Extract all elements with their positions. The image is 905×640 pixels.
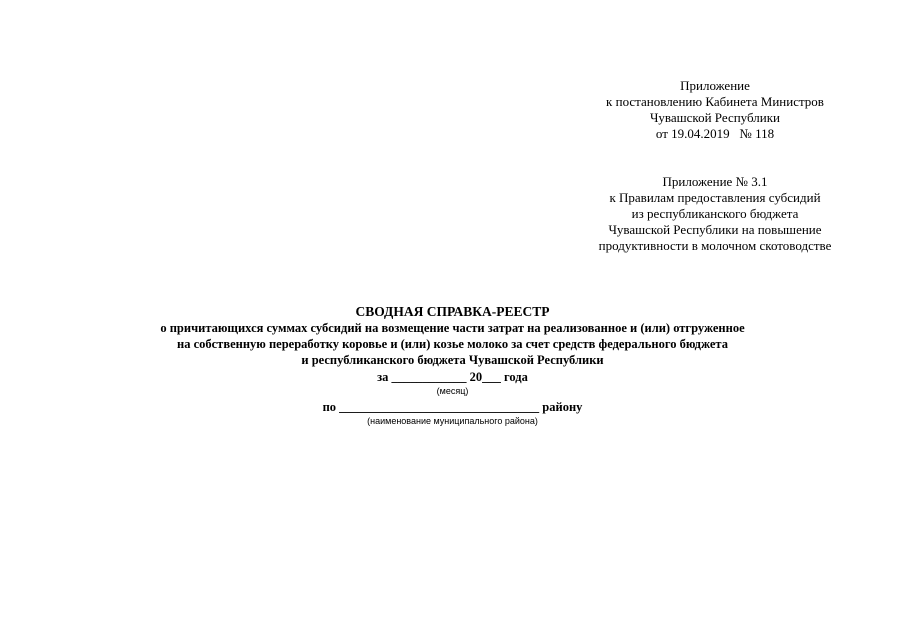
- rules-budget: из республиканского бюджета: [631, 206, 799, 221]
- appendix-reference: к постановлению Кабинета Министров: [606, 94, 824, 109]
- appendix-label: Приложение: [680, 78, 750, 93]
- document-subtitle-line-2: на собственную переработку коровье и (или) козье молоко за счет средств федерального бюджета: [177, 337, 728, 351]
- rules-reference: к Правилам предоставления субсидий: [609, 190, 821, 205]
- document-subtitle-line-3: и республиканского бюджета Чувашской Республики: [301, 353, 604, 367]
- rules-republic: Чувашской Республики на повышение: [608, 222, 822, 237]
- appendix-header: [595, 78, 835, 142]
- rules-purpose: продуктивности в молочном скотоводстве: [598, 238, 832, 253]
- appendix-date-number: от 19.04.2019 № 118: [655, 126, 775, 141]
- rules-appendix-header: [575, 174, 855, 254]
- document-title: СВОДНАЯ СПРАВКА-РЕЕСТР: [355, 304, 550, 319]
- district-hint: (наименование муниципального района): [367, 416, 538, 426]
- district-field: по ________________________________ району: [322, 400, 583, 414]
- period-hint: (месяц): [436, 386, 469, 396]
- period-field: за ____________ 20___ года: [377, 370, 528, 384]
- appendix-republic: Чувашской Республики: [649, 110, 781, 125]
- document-title-block: [0, 304, 905, 427]
- document-subtitle-line-1: о причитающихся суммах субсидий на возмещение части затрат на реализованное и (или) отгруженное: [160, 321, 745, 335]
- rules-appendix-label: Приложение № 3.1: [662, 174, 768, 189]
